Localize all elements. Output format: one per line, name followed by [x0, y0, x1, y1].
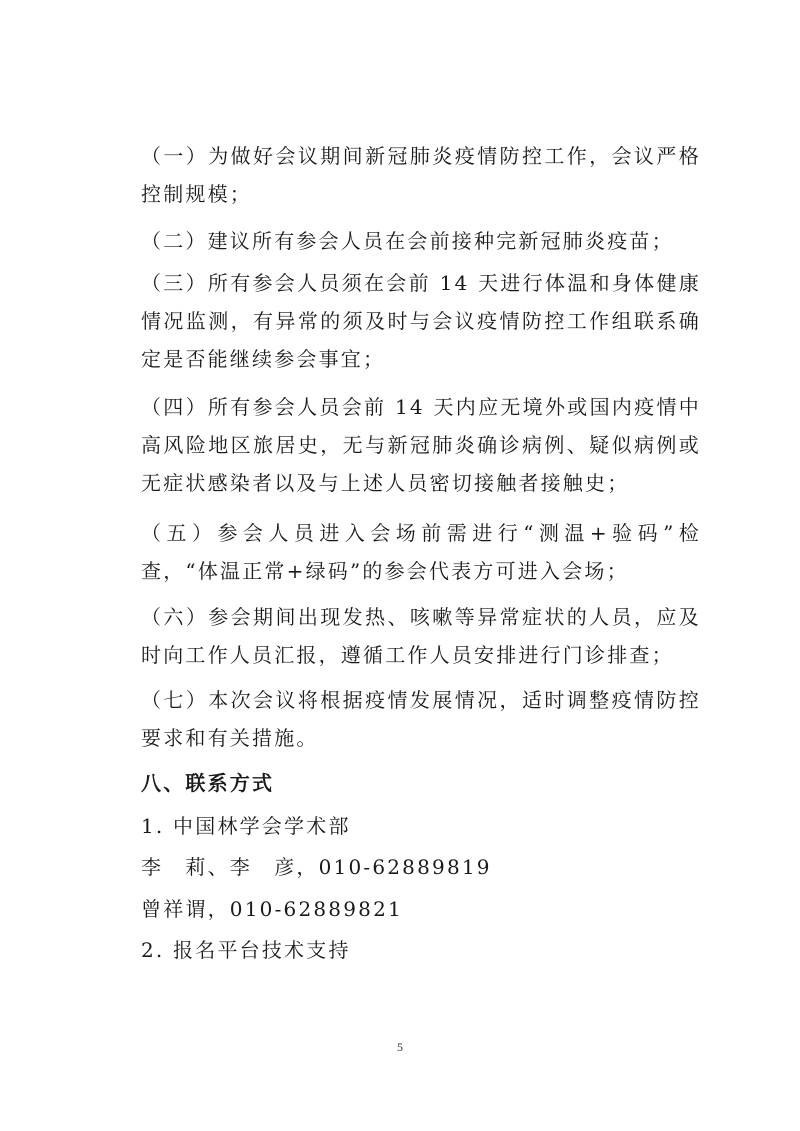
contact-org-2: 2. 报名平台技术支持: [141, 938, 351, 962]
section-heading-contact: 八、联系方式: [141, 771, 275, 795]
page-number: 5: [397, 1040, 403, 1054]
contact-line-1: 李 莉、李 彦，010-62889819: [141, 855, 492, 879]
item-7: （七）本次会议将根据疫情发展情况，适时调整疫情防控要求和有关措施。: [141, 688, 701, 750]
item-5: （五）参会人员进入会场前需进行“测温+验码”检查，“体温正常+绿码”的参会代表方可进入会场；: [141, 521, 701, 583]
item-4: （四）所有参会人员会前 14 天内应无境外或国内疫情中高风险地区旅居史，无与新冠肺炎确诊病例、疑似病例或无症状感染者以及与上述人员密切接触者接触史；: [141, 395, 701, 495]
item-2: （二）建议所有参会人员在会前接种完新冠肺炎疫苗；: [141, 229, 674, 253]
contact-org-1: 1. 中国林学会学术部: [141, 814, 351, 838]
item-6: （六）参会期间出现发热、咳嗽等异常症状的人员，应及时向工作人员汇报，遵循工作人员安排进行门诊排查；: [141, 605, 701, 667]
contact-line-2: 曾祥谓，010-62889821: [141, 897, 403, 921]
item-1: （一）为做好会议期间新冠肺炎疫情防控工作，会议严格控制规模；: [141, 144, 701, 206]
item-3: （三）所有参会人员须在会前 14 天进行体温和身体健康情况监测，有异常的须及时与会议疫情防控工作组联系确定是否能继续参会事宜；: [141, 271, 701, 371]
